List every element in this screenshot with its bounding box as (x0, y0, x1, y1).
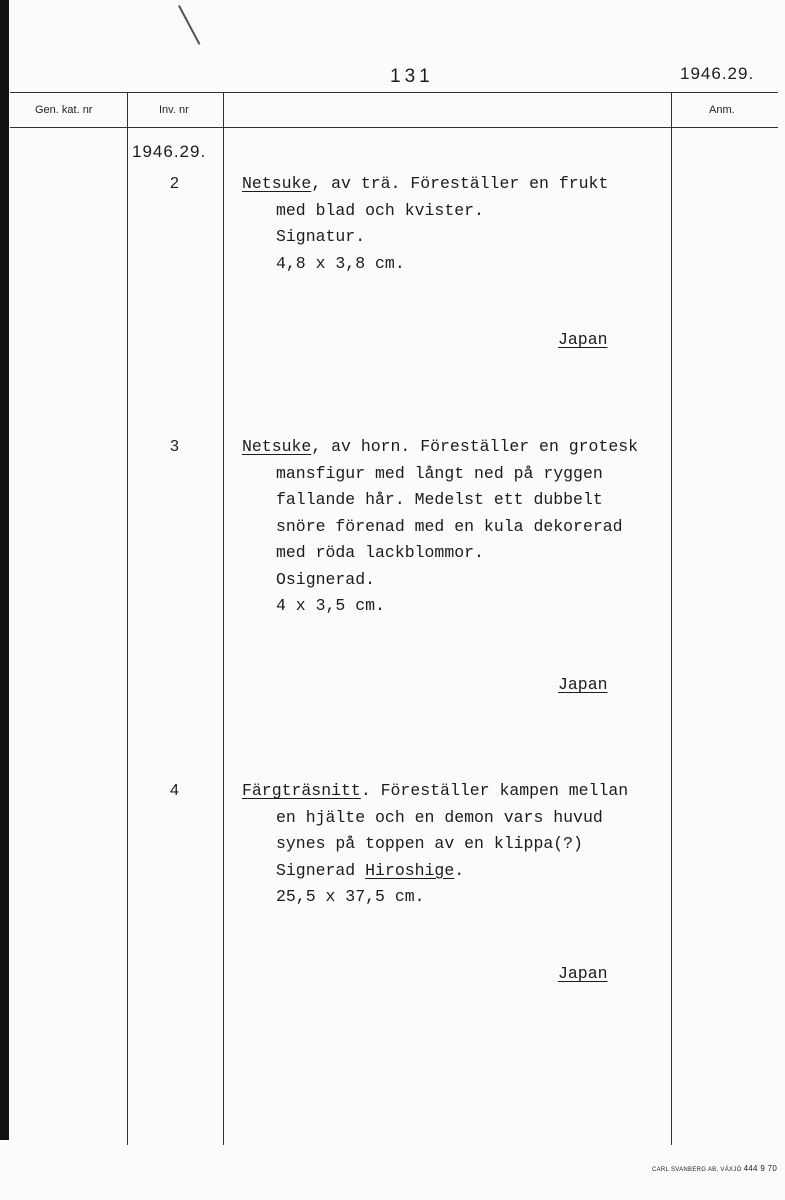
entry-line: med röda lackblommor. (276, 543, 484, 562)
printer-name: CARL SVANBERG AB, VÄXJÖ (652, 1167, 742, 1173)
entry-first-line: . Föreställer kampen mellan (360, 781, 629, 800)
entry-line: Signatur. (276, 227, 366, 246)
header-top-rule (10, 92, 778, 93)
column-header-anm: Anm. (709, 104, 735, 116)
inventory-group-number: 1946.29. (132, 142, 207, 161)
entry-line: snöre förenad med en kula dekorerad (276, 516, 623, 536)
entry-first-line: , av horn. Föreställer en grotesk (311, 437, 639, 456)
column-divider-1 (127, 93, 128, 1145)
column-divider-3 (671, 93, 672, 1145)
entry-line: synes på toppen av en klippa(?) (276, 834, 583, 853)
entry-title: Netsuke (242, 437, 312, 456)
signed-suffix: . (454, 860, 465, 880)
entry-line: med blad och kvister. (276, 200, 484, 220)
form-code: 444 9 70 (743, 1164, 778, 1173)
entry-description (242, 171, 608, 277)
catalog-number: 1946.29. (680, 64, 755, 83)
entry-number: 3 (170, 438, 179, 455)
entry-line: mansfigur med långt ned på ryggen (276, 463, 603, 483)
entry-title: Färgträsnitt (242, 781, 361, 800)
page-number: 131 (390, 66, 434, 87)
printer-imprint (652, 1164, 777, 1173)
entry-description (242, 778, 628, 911)
column-header-gen-kat-nr: Gen. kat. nr (35, 104, 93, 116)
entry-number: 2 (170, 175, 179, 192)
entry-number: 4 (170, 782, 179, 799)
column-divider-2 (223, 93, 224, 1145)
artist-name: Hiroshige (365, 860, 455, 880)
entry-description (242, 434, 638, 620)
pen-mark (178, 5, 200, 45)
left-binding-bar (0, 0, 9, 1140)
entry-line: 4,8 x 3,8 cm. (276, 253, 405, 273)
entry-size: 25,5 x 37,5 cm. (276, 887, 425, 906)
entry-title: Netsuke (242, 174, 312, 193)
column-header-inv-nr: Inv. nr (159, 104, 189, 116)
entry-line: 4 x 3,5 cm. (276, 596, 385, 615)
entry-line: Osignerad. (276, 569, 376, 589)
entry-line: fallande hår. Medelst ett dubbelt (276, 490, 603, 509)
entry-origin: Japan (558, 675, 608, 694)
header-bottom-rule (10, 127, 778, 128)
entry-origin: Japan (558, 964, 608, 983)
entry-line: en hjälte och en demon vars huvud (276, 807, 603, 827)
entry-origin: Japan (558, 330, 608, 349)
entry-first-line: , av trä. Föreställer en frukt (311, 174, 609, 193)
signed-prefix: Signerad (276, 860, 366, 880)
